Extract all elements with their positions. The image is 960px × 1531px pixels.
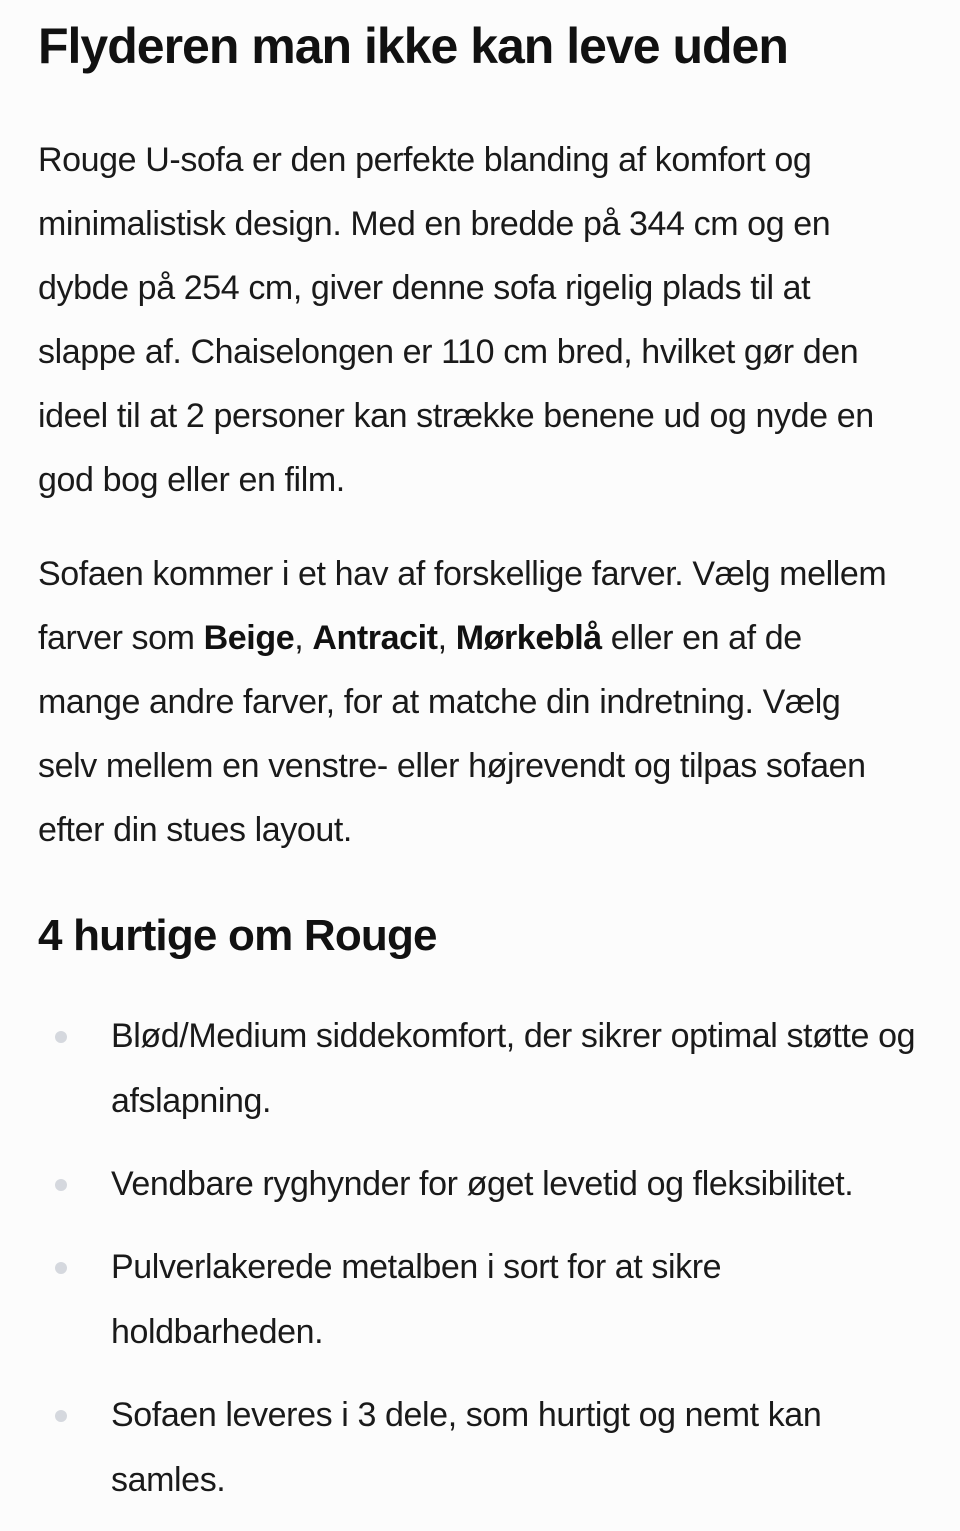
features-list xyxy=(38,1004,922,1531)
list-item xyxy=(38,1383,922,1513)
intro-paragraph: Rouge U-sofa er den perfekte blanding af komfort og minimalistisk design. Med en bredde på 344 cm og en dybde på 254 cm, giver denne sofa rigelig plads til at slappe af. Chaiselongen er 110 cm bred, hvilket gør den ideel til at 2 personer kan strække benene ud og nyde en god bog eller en film. xyxy=(38,141,874,499)
bullet-icon xyxy=(55,1410,67,1422)
features-heading: 4 hurtige om Rouge xyxy=(38,911,437,960)
colors-intro-text: Sofaen kommer i et hav af forskellige farver. Vælg mellem farver som xyxy=(38,555,887,657)
color-morkebla: Mørkeblå xyxy=(455,619,602,657)
separator: , xyxy=(437,619,456,657)
bullet-icon xyxy=(55,1262,67,1274)
color-beige: Beige xyxy=(203,619,295,657)
list-item-text: Blød/Medium siddekomfort, der sikrer optimal støtte og afslapning. xyxy=(111,1017,916,1120)
separator: , xyxy=(294,619,313,657)
bullet-icon xyxy=(55,1179,67,1191)
colors-outro-text: eller en af de mange andre farver, for at matche din indretning. Vælg selv mellem en venstre- eller højrevendt og tilpas sofaen efter din stues layout. xyxy=(38,619,866,849)
list-item xyxy=(38,1152,922,1217)
list-item xyxy=(38,1004,922,1134)
color-antracit: Antracit xyxy=(312,619,438,657)
list-item-text: Sofaen leveres i 3 dele, som hurtigt og nemt kan samles. xyxy=(111,1396,822,1499)
list-item-text: Vendbare ryghynder for øget levetid og fleksibilitet. xyxy=(111,1165,854,1203)
list-item xyxy=(38,1235,922,1365)
list-item-text: Pulverlakerede metalben i sort for at sikre holdbarheden. xyxy=(111,1248,722,1351)
bullet-icon xyxy=(55,1031,67,1043)
page-title: Flyderen man ikke kan leve uden xyxy=(38,18,788,74)
colors-paragraph xyxy=(38,542,908,862)
